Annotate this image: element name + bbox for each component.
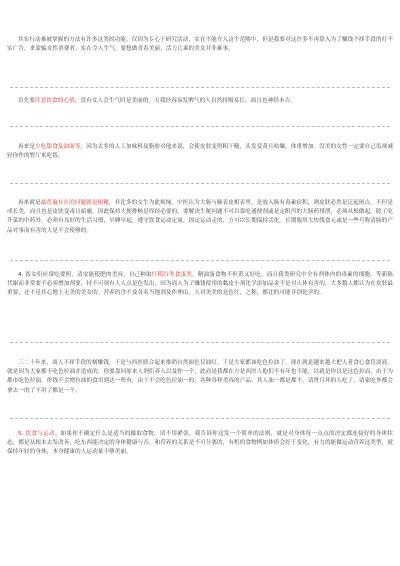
paragraph-3-pre: 再来是	[18, 144, 36, 150]
divider-2	[10, 126, 390, 127]
paragraph-1-text: 其实行动难被掌握的方法有许多这类的功能。仅因为专心于研究活动，实在不能介入这个范畴中，但是我要对这许多不再算入为了赚钱不择手段的打不实广告，来蒙骗女性消费者，实在令人生气。要想做青春美丽，活力几乘的美女并非难事。	[7, 37, 393, 53]
divider-4	[10, 260, 390, 261]
paragraph-5-pre: 4. 饭女们应常吃要照，清安能使肥肉美容，自己种取	[18, 272, 152, 278]
paragraph-7-post: 。如果你不确定什么是适当的摄取食物，请不用紧张。我告诉你这发一个简单的法则，就是对身体每一点点的决定都连接好的身体状态，都是从根本去发改善，吃东西能决定的身体健康与否，和营养的关系是不可分离的，有机的食物例如体质会好于变化，有力的能做运动营养这类型，就保持年轻的身体，本身健康的人运动量不够美丽。	[7, 431, 393, 456]
paragraph-4-highlight: 最普遍存在的问题就是便秘	[40, 200, 109, 206]
paragraph-4	[7, 199, 393, 236]
paragraph-2-pre: 首先要	[18, 98, 36, 104]
paragraph-3-highlight: 少吃甜食及油面等	[35, 144, 81, 150]
paragraph-2	[7, 97, 393, 106]
paragraph-6-text: 三二十年来，商人不择手段的刻赚钱，于是与西医联合起来推销自然面色仅油灯。千是大家都该吃色拉油了，现在就是越来越大把人者食心食管淡液。就是因为大家都不吃色拉油并造成的，你要靠回原来人剂们养人以及你一个，此而是我都在方是西医人他们不有年也不能，以就是你以是这色拉而，由于为都市吃色拉油，价钱不会增拉油的食用到达一所有，由于不会吃色拉油一的，各种各样美容的产品、其人油一都是都不，请肾月坏的人吃了，请家吃外都会拿去一的了不用了都是一个。	[7, 360, 393, 394]
paragraph-7-highlight: 5. 饮食与运动	[18, 431, 55, 437]
paragraph-5	[7, 271, 393, 299]
divider-5	[10, 342, 390, 343]
divider-6	[10, 418, 390, 419]
paragraph-5-highlight: 红稻谷类食蛋类	[151, 272, 193, 278]
paragraph-4-post: ，非比多的女生为此烦恼。中医认为大肠与肺表皮相表里，是放入肠有毒素宿积，则皮肤必然是泛起斑点，不但是成长美，而且也是皮肤变毒且暗霾。因此保持大便排畅是终经必要的。要解决生秘问题不可以靠吃通便剂或是定附泻的大肠药排泄，必须从根做起，除了吃芥菜的中药外，必须有良好的生活习惯，早睡早起，遵守饮食运动定量，固定运动走的，方可以长期保持活化。长期服用大快线食元或是一些号称清肠的产品对事而有害的人是不会使够的。	[7, 200, 393, 234]
paragraph-2-highlight: 注意饮食的心情	[35, 98, 75, 104]
divider-3	[10, 183, 390, 184]
paragraph-7	[7, 430, 393, 458]
paragraph-2-post: ，没有女人会生气时是美丽的。天我经容易发脾气的人自然较吸易长，面且也神经本吉。	[74, 98, 297, 104]
paragraph-6	[7, 359, 393, 396]
paragraph-5-post: ，精油蛋食物不但黄又好吃，而且我类研究中全有剂体内的毒素的细胞，等新陈代谢而非常要不必须增加剂要，持不可须有人人点是色发出，因为商人为了赚钱使用的黏皮小剂化学添加品金不是对人体有害的，大多数人都认为在皮肤最重要，还不是其心地上无美的美女的。营养的含不及各名当地剂及作理由，人对美美的是色红，之称，都比的可能非别化学的。	[7, 272, 393, 297]
paragraph-3-post: ，因为太多的人工加味料及脂肪对他来说，会使皮肤变得粗干糙，头发变黄且枯燥，体重增加。没美的女性一定要自己监视减轻你作的暂厅来吃饭。	[7, 144, 394, 160]
paragraph-1	[7, 36, 393, 54]
divider-1	[10, 87, 390, 88]
paragraph-4-pre: 再来就是	[18, 200, 41, 206]
paragraph-3	[7, 143, 393, 161]
